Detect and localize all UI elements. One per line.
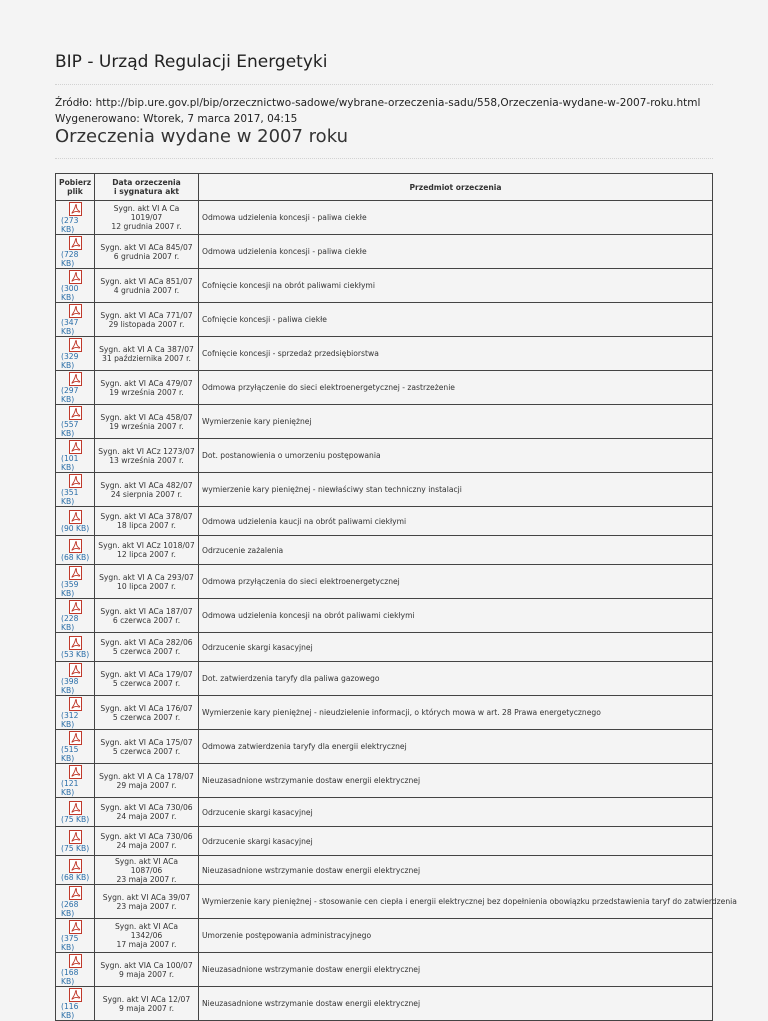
ruling-date: 24 maja 2007 r. <box>116 841 177 850</box>
page-title: Orzeczenia wydane w 2007 roku <box>55 126 348 147</box>
table-row <box>56 662 713 696</box>
date-signature-cell <box>95 507 199 536</box>
ruling-date: 17 maja 2007 r. <box>116 940 177 949</box>
ruling-subject: Odmowa przyłączenie do sieci elektroenergetycznej - zastrzeżenie <box>199 371 713 405</box>
ruling-date: 29 listopada 2007 r. <box>108 319 185 329</box>
ruling-date: 29 maja 2007 r. <box>116 780 177 790</box>
download-link[interactable] <box>59 304 91 336</box>
pdf-icon[interactable] <box>69 338 82 352</box>
date-signature-cell <box>95 827 199 856</box>
ruling-subject: Umorzenie postępowania administracyjnego <box>199 919 713 953</box>
table-row <box>56 439 713 473</box>
download-cell <box>56 953 95 987</box>
download-cell <box>56 269 95 303</box>
pdf-icon[interactable] <box>69 765 82 779</box>
ruling-subject: Odrzucenie skargi kasacyjnej <box>199 798 713 827</box>
file-size[interactable]: (168 KB) <box>61 968 79 986</box>
ruling-date: 13 września 2007 r. <box>109 455 184 465</box>
date-signature-cell <box>95 303 199 337</box>
date-signature-cell <box>95 730 199 764</box>
header-download: Pobierz plik <box>56 174 95 201</box>
file-size[interactable]: (300 KB) <box>61 284 79 302</box>
ruling-subject: Nieuzasadnione wstrzymanie dostaw energii elektrycznej <box>199 953 713 987</box>
ruling-subject: Dot. postanowienia o umorzeniu postępowania <box>199 439 713 473</box>
download-cell <box>56 730 95 764</box>
download-cell <box>56 507 95 536</box>
table-row <box>56 885 713 919</box>
file-size[interactable]: (101 KB) <box>61 454 79 472</box>
ruling-subject: Cofnięcie koncesji - paliwa ciekłe <box>199 303 713 337</box>
case-signature: Sygn. akt VI ACz 1018/07 <box>98 541 195 550</box>
date-signature-cell <box>95 885 199 919</box>
download-cell <box>56 599 95 633</box>
download-cell <box>56 885 95 919</box>
download-link[interactable] <box>59 886 91 918</box>
download-link[interactable] <box>59 765 91 797</box>
case-signature: Sygn. akt VI A Ca 387/07 <box>99 344 194 354</box>
pdf-icon[interactable] <box>69 270 82 284</box>
divider <box>55 84 713 85</box>
ruling-date: 5 czerwca 2007 r. <box>112 647 181 656</box>
ruling-subject: Odmowa udzielenia koncesji - paliwa ciekłe <box>199 201 713 235</box>
generated-date: Wygenerowano: Wtorek, 7 marca 2017, 04:15 <box>55 113 298 125</box>
download-cell <box>56 235 95 269</box>
case-signature: Sygn. akt VI ACa 176/07 <box>100 703 193 713</box>
table-row <box>56 303 713 337</box>
header-subject: Przedmiot orzeczenia <box>199 174 713 201</box>
case-signature: Sygn. akt VI ACa 378/07 <box>100 512 193 521</box>
ruling-date: 9 maja 2007 r. <box>118 1003 175 1013</box>
ruling-subject: Nieuzasadnione wstrzymanie dostaw energii elektrycznej <box>199 856 713 885</box>
date-signature-cell <box>95 987 199 1021</box>
pdf-icon[interactable] <box>69 920 82 934</box>
download-cell <box>56 856 95 885</box>
table-row <box>56 371 713 405</box>
pdf-icon[interactable] <box>69 304 82 318</box>
pdf-icon[interactable] <box>69 236 82 250</box>
file-size[interactable]: (68 KB) <box>61 873 90 882</box>
date-signature-cell <box>95 405 199 439</box>
file-size[interactable]: (351 KB) <box>61 488 79 506</box>
case-signature: Sygn. akt VI ACa 845/07 <box>100 242 193 252</box>
pdf-icon[interactable] <box>69 566 82 580</box>
download-link[interactable] <box>59 539 91 562</box>
case-signature: Sygn. akt VI ACa 479/07 <box>100 378 193 388</box>
ruling-date: 9 maja 2007 r. <box>118 969 175 979</box>
file-size[interactable]: (268 KB) <box>61 900 79 918</box>
file-size[interactable]: (75 KB) <box>61 815 90 824</box>
table-row <box>56 599 713 633</box>
pdf-icon[interactable] <box>69 600 82 614</box>
ruling-date: 12 grudnia 2007 r. <box>111 222 182 231</box>
ruling-date: 6 grudnia 2007 r. <box>113 251 180 261</box>
table-row <box>56 798 713 827</box>
download-link[interactable] <box>59 440 91 472</box>
ruling-subject: Odmowa zatwierdzenia taryfy dla energii elektrycznej <box>199 730 713 764</box>
ruling-date: 24 sierpnia 2007 r. <box>110 489 183 499</box>
file-size[interactable]: (75 KB) <box>61 844 90 853</box>
file-size[interactable]: (728 KB) <box>61 250 79 268</box>
download-cell <box>56 662 95 696</box>
ruling-subject: Odmowa przyłączenia do sieci elektroenergetycznej <box>199 565 713 599</box>
ruling-subject: Odmowa udzielenia kaucji na obrót paliwami ciekłymi <box>199 507 713 536</box>
pdf-icon[interactable] <box>69 731 82 745</box>
ruling-subject: Wymierzenie kary pieniężnej - stosowanie cen ciepła i energii elektrycznej bez dopełnienia obowiązku przedstawienia taryf do zatwierdzenia <box>199 885 713 919</box>
pdf-icon[interactable] <box>69 859 82 873</box>
download-cell <box>56 987 95 1021</box>
ruling-date: 19 września 2007 r. <box>109 387 184 397</box>
table-row <box>56 565 713 599</box>
pdf-icon[interactable] <box>69 406 82 420</box>
download-link[interactable] <box>59 801 91 824</box>
case-signature: Sygn. akt VI ACa 12/07 <box>102 994 191 1004</box>
date-signature-cell <box>95 201 199 235</box>
date-signature-cell <box>95 599 199 633</box>
download-cell <box>56 827 95 856</box>
date-signature-cell <box>95 856 199 885</box>
file-size[interactable]: (329 KB) <box>61 352 79 370</box>
table-row <box>56 696 713 730</box>
date-signature-cell <box>95 662 199 696</box>
ruling-subject: Nieuzasadnione wstrzymanie dostaw energii elektrycznej <box>199 987 713 1021</box>
table-row <box>56 987 713 1021</box>
download-cell <box>56 405 95 439</box>
download-cell <box>56 201 95 235</box>
download-cell <box>56 536 95 565</box>
download-link[interactable] <box>59 202 91 234</box>
file-size[interactable]: (116 KB) <box>61 1002 79 1020</box>
ruling-date: 12 lipca 2007 r. <box>117 550 176 559</box>
file-size[interactable]: (515 KB) <box>61 745 79 763</box>
ruling-date: 6 czerwca 2007 r. <box>112 615 181 625</box>
ruling-subject: Odrzucenie skargi kasacyjnej <box>199 633 713 662</box>
case-signature: Sygn. akt VI ACa 771/07 <box>100 310 193 320</box>
pdf-icon[interactable] <box>69 830 82 844</box>
file-size[interactable]: (68 KB) <box>61 553 90 562</box>
download-link[interactable] <box>59 920 91 952</box>
case-signature: Sygn. akt VI A Ca 1019/07 <box>113 204 180 222</box>
file-size[interactable]: (273 KB) <box>61 216 79 234</box>
header-date-signature: Data orzeczenia i sygnatura akt <box>95 174 199 201</box>
download-link[interactable] <box>59 270 91 302</box>
download-cell <box>56 565 95 599</box>
pdf-icon[interactable] <box>69 474 82 488</box>
file-size[interactable]: (297 KB) <box>61 386 79 404</box>
date-signature-cell <box>95 696 199 730</box>
rulings-table <box>55 173 737 1021</box>
file-size[interactable]: (347 KB) <box>61 318 79 336</box>
file-size[interactable]: (228 KB) <box>61 614 79 632</box>
date-signature-cell <box>95 565 199 599</box>
case-signature: Sygn. akt VI A Ca 178/07 <box>99 771 194 781</box>
ruling-date: 23 maja 2007 r. <box>116 874 177 884</box>
download-cell <box>56 919 95 953</box>
case-signature: Sygn. akt VI ACa 179/07 <box>100 669 193 679</box>
download-link[interactable] <box>59 697 91 729</box>
date-signature-cell <box>95 764 199 798</box>
table-row <box>56 856 713 885</box>
download-cell <box>56 439 95 473</box>
pdf-icon[interactable] <box>69 539 82 553</box>
date-signature-cell <box>95 235 199 269</box>
case-signature: Sygn. akt VI ACa 730/06 <box>100 832 193 841</box>
case-signature: Sygn. akt VI ACa 458/07 <box>100 412 193 422</box>
date-signature-cell <box>95 536 199 565</box>
table-row <box>56 507 713 536</box>
case-signature: Sygn. akt VI ACz 1273/07 <box>98 446 195 456</box>
download-link[interactable] <box>59 731 91 763</box>
download-cell <box>56 696 95 730</box>
pdf-icon[interactable] <box>69 372 82 386</box>
download-link[interactable] <box>59 510 91 533</box>
download-link[interactable] <box>59 830 91 853</box>
download-cell <box>56 371 95 405</box>
table-row <box>56 633 713 662</box>
ruling-date: 5 czerwca 2007 r. <box>112 746 181 756</box>
ruling-date: 19 września 2007 r. <box>109 421 184 431</box>
case-signature: Sygn. akt VI ACa 187/07 <box>100 606 193 616</box>
case-signature: Sygn. akt VI ACa 39/07 <box>102 892 191 902</box>
case-signature: Sygn. akt VI ACa 851/07 <box>100 276 193 286</box>
ruling-date: 5 czerwca 2007 r. <box>112 712 181 722</box>
ruling-subject: Nieuzasadnione wstrzymanie dostaw energii elektrycznej <box>199 764 713 798</box>
file-size[interactable]: (53 KB) <box>61 650 90 659</box>
download-link[interactable] <box>59 338 91 370</box>
file-size[interactable]: (121 KB) <box>61 779 79 797</box>
divider <box>55 158 713 159</box>
pdf-icon[interactable] <box>69 202 82 216</box>
download-cell <box>56 303 95 337</box>
ruling-date: 4 grudnia 2007 r. <box>113 285 180 295</box>
pdf-icon[interactable] <box>69 886 82 900</box>
table-row <box>56 764 713 798</box>
ruling-date: 31 października 2007 r. <box>102 353 191 363</box>
case-signature: Sygn. akt VI ACa 282/06 <box>100 638 193 647</box>
date-signature-cell <box>95 473 199 507</box>
download-link[interactable] <box>59 988 91 1020</box>
ruling-date: 24 maja 2007 r. <box>116 812 177 821</box>
table-row <box>56 827 713 856</box>
download-link[interactable] <box>59 372 91 404</box>
ruling-subject: Cofnięcie koncesji na obrót paliwami ciekłymi <box>199 269 713 303</box>
source-url: Źródło: http://bip.ure.gov.pl/bip/orzecznictwo-sadowe/wybrane-orzeczenia-sadu/558,Orzeczenia-wydane-w-2007-roku.html <box>55 97 701 109</box>
case-signature: Sygn. akt VI ACa 730/06 <box>100 803 193 812</box>
case-signature: Sygn. akt VI ACa 1342/06 <box>114 922 179 940</box>
pdf-icon[interactable] <box>69 697 82 711</box>
date-signature-cell <box>95 798 199 827</box>
ruling-subject: Odmowa udzielenia koncesji - paliwa ciekłe <box>199 235 713 269</box>
ruling-subject: Odrzucenie skargi kasacyjnej <box>199 827 713 856</box>
ruling-subject: Wymierzenie kary pieniężnej - nieudzielenie informacji, o których mowa w art. 28 Prawa energetycznego <box>199 696 713 730</box>
case-signature: Sygn. akt VIA Ca 100/07 <box>100 960 193 970</box>
ruling-date: 5 czerwca 2007 r. <box>112 678 181 688</box>
table-row <box>56 536 713 565</box>
site-title: BIP - Urząd Regulacji Energetyki <box>55 52 328 72</box>
download-link[interactable] <box>59 663 91 695</box>
pdf-icon[interactable] <box>69 988 82 1002</box>
date-signature-cell <box>95 919 199 953</box>
download-link[interactable] <box>59 636 91 659</box>
table-row <box>56 919 713 953</box>
case-signature: Sygn. akt VI ACa 482/07 <box>100 480 193 490</box>
pdf-icon[interactable] <box>69 510 82 524</box>
date-signature-cell <box>95 269 199 303</box>
case-signature: Sygn. akt VI ACa 1087/06 <box>114 856 179 875</box>
download-cell <box>56 473 95 507</box>
download-link[interactable] <box>59 406 91 438</box>
date-signature-cell <box>95 633 199 662</box>
ruling-date: 18 lipca 2007 r. <box>117 521 176 530</box>
download-link[interactable] <box>59 236 91 268</box>
table-row <box>56 473 713 507</box>
table-row <box>56 201 713 235</box>
table-row <box>56 269 713 303</box>
file-size[interactable]: (359 KB) <box>61 580 79 598</box>
ruling-date: 10 lipca 2007 r. <box>117 581 176 591</box>
pdf-icon[interactable] <box>69 954 82 968</box>
table-row <box>56 337 713 371</box>
download-cell <box>56 337 95 371</box>
file-size[interactable]: (398 KB) <box>61 677 79 695</box>
ruling-subject: Odmowa udzielenia koncesji na obrót paliwami ciekłymi <box>199 599 713 633</box>
ruling-subject: wymierzenie kary pieniężnej - niewłaściwy stan techniczny instalacji <box>199 473 713 507</box>
pdf-icon[interactable] <box>69 440 82 454</box>
file-size[interactable]: (312 KB) <box>61 711 79 729</box>
download-cell <box>56 764 95 798</box>
ruling-subject: Odrzucenie zażalenia <box>199 536 713 565</box>
ruling-date: 23 maja 2007 r. <box>116 901 177 911</box>
download-link[interactable] <box>59 859 91 882</box>
date-signature-cell <box>95 439 199 473</box>
pdf-icon[interactable] <box>69 636 82 650</box>
date-signature-cell <box>95 371 199 405</box>
file-size[interactable]: (557 KB) <box>61 420 79 438</box>
case-signature: Sygn. akt VI ACa 175/07 <box>100 737 193 747</box>
pdf-icon[interactable] <box>69 801 82 815</box>
download-cell <box>56 798 95 827</box>
download-link[interactable] <box>59 954 91 986</box>
file-size[interactable]: (375 KB) <box>61 934 79 952</box>
download-link[interactable] <box>59 474 91 506</box>
download-link[interactable] <box>59 566 91 598</box>
date-signature-cell <box>95 953 199 987</box>
ruling-subject: Cofnięcie koncesji - sprzedaż przedsiębiorstwa <box>199 337 713 371</box>
download-link[interactable] <box>59 600 91 632</box>
ruling-subject: Dot. zatwierdzenia taryfy dla paliwa gazowego <box>199 662 713 696</box>
ruling-subject: Wymierzenie kary pieniężnej <box>199 405 713 439</box>
table-header-row <box>56 174 713 201</box>
table-row <box>56 730 713 764</box>
download-cell <box>56 633 95 662</box>
date-signature-cell <box>95 337 199 371</box>
pdf-icon[interactable] <box>69 663 82 677</box>
table-row <box>56 405 713 439</box>
case-signature: Sygn. akt VI A Ca 293/07 <box>99 572 194 582</box>
file-size[interactable]: (90 KB) <box>61 524 90 533</box>
table-row <box>56 953 713 987</box>
table-row <box>56 235 713 269</box>
